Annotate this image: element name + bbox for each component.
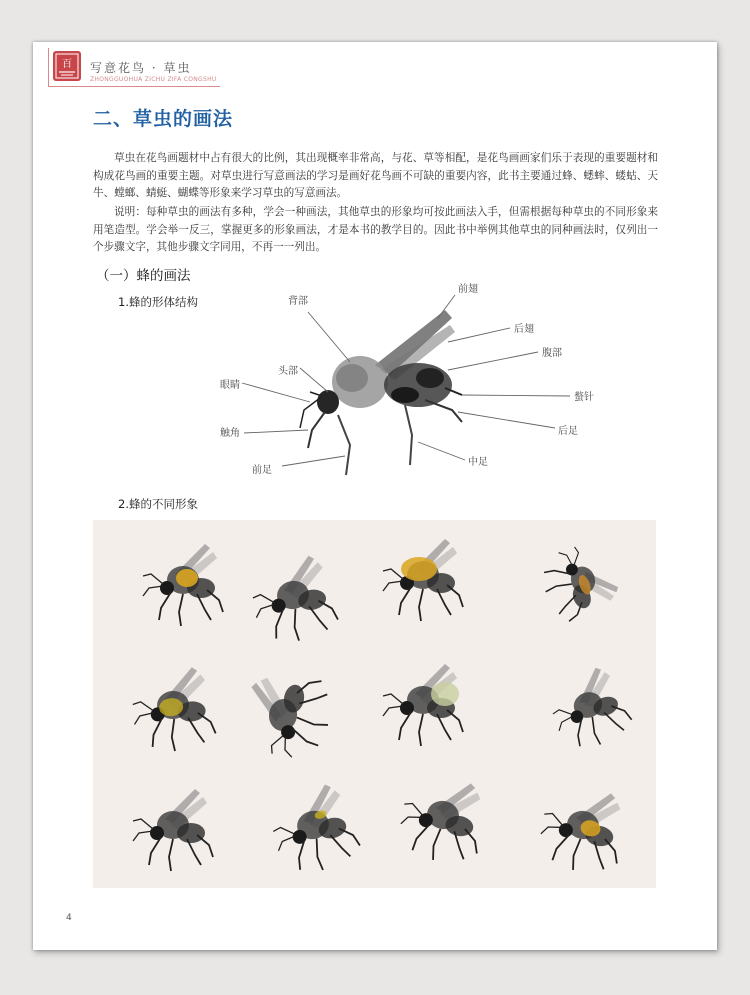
- label-head: 头部: [278, 366, 298, 377]
- svg-text:百: 百: [62, 59, 72, 70]
- label-abdomen: 腹部: [542, 348, 562, 359]
- label-forewing: 前翅: [458, 284, 478, 295]
- bee-painting-8: [543, 662, 636, 756]
- item-anatomy-label: 1.蜂的形体结构: [118, 295, 198, 309]
- bee-painting-10: [265, 780, 363, 880]
- bee-painting-12: [536, 783, 629, 878]
- label-foreleg: 前足: [252, 465, 272, 476]
- series-subtitle: ZHONGGUOHUA ZICHU ZIFA CONGSHU: [90, 76, 217, 83]
- bee-painting-4: [535, 538, 624, 626]
- label-hindwing: 后翅: [514, 324, 534, 335]
- intro-paragraph: 草虫在花鸟画题材中占有很大的比例，其出现概率非常高，与花、草等相配，是花鸟画画家们乐于表现的重要题材和构成花鸟画的重要主题。对草虫进行写意画法的学习是画好花鸟画不可缺的重要内容，此书主要通过蜂、蟋蟀、蝼蛄、天牛、螳螂、蜻蜓、蝴蝶等形象来学习草虫的写意画法。: [93, 152, 658, 199]
- bee-painting-3: [383, 539, 463, 621]
- bee-painting-gallery: [93, 520, 656, 888]
- label-hindleg: 后足: [558, 426, 578, 437]
- series-seal-logo: [52, 50, 82, 82]
- header-vertical-rule: [48, 48, 49, 86]
- subsection-heading: （一）蜂的画法: [96, 268, 191, 284]
- label-antenna: 触角: [220, 428, 240, 439]
- bee-painting-7: [383, 664, 463, 746]
- bee-painting-2: [247, 553, 340, 648]
- bee-painting-1: [143, 544, 223, 626]
- bee-painting-11: [396, 773, 489, 868]
- page-number: 4: [66, 913, 72, 923]
- label-midleg: 中足: [468, 457, 488, 468]
- bee-painting-9: [133, 789, 213, 871]
- label-stinger: 螯针: [574, 392, 594, 403]
- bee-painting-5: [130, 666, 217, 755]
- label-back: 背部: [288, 296, 308, 307]
- bee-anatomy-diagram: [200, 270, 620, 490]
- note-paragraph: 说明：每种草虫的画法有多种，学会一种画法，其他草虫的形象均可按此画法入手，但需根据每种草虫的不同形象来用笔造型。学会举一反三，掌握更多的形象画法，才是本书的教学目的。因此书中举例其他草虫的同种画法时，仅列出一个步骤文字，其他步骤文字同用，不再一一列出。: [93, 206, 658, 253]
- item-gallery-label: 2.蜂的不同形象: [118, 497, 198, 511]
- series-title: 写意花鸟 · 草虫: [90, 61, 192, 75]
- bee-painting: [300, 310, 462, 475]
- bee-painting-6: [241, 669, 336, 762]
- section-title: 二、草虫的画法: [93, 108, 234, 130]
- label-eye: 眼睛: [220, 380, 240, 391]
- header-rule: [48, 86, 220, 87]
- bee-paintings-grid: [93, 520, 656, 888]
